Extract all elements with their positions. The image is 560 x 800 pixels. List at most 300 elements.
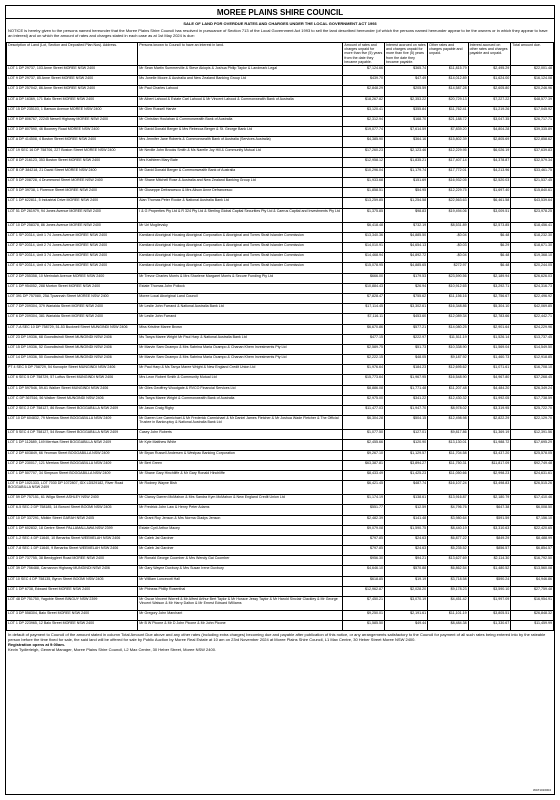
- unpaid-5yrs: $4,385.90: [343, 137, 385, 147]
- land-description: LOT 6 DP 209304, 381 Warialda Street MOREE NSW 2400: [7, 314, 138, 324]
- interested-persons: Mr Marvin Sam Ocampo & Mrs Sabrina Maria Ocampo & Chanan Khem Investments Pty Ltd: [138, 355, 343, 365]
- interested-persons: Mr Leslie John Farrand & National Australia Bank Ltd: [138, 304, 343, 314]
- interested-persons: Mr Glen Russell Harvie: [138, 106, 343, 116]
- interest-other: $2,180.79: [468, 495, 511, 505]
- interest-5yrs: $365.74: [384, 66, 427, 76]
- interest-5yrs: $2,028.20: [384, 586, 427, 596]
- unpaid-5yrs: $13,259.85: [343, 198, 385, 208]
- interested-persons: I & G Properties Pty Ltd & R 324 Pty Ltd & Sterling Global Capital Securities Pty Ltd & Caerus Capital and Investments Pty Ltd: [138, 208, 343, 222]
- total-due: $24,316.73: [511, 283, 554, 293]
- total-due: $23,978.25: [511, 208, 554, 222]
- unpaid-5yrs: $439.70: [343, 76, 385, 86]
- land-description: LOT 1 DP 29737, 103 Anne Street MOREE NSW 2400: [7, 66, 138, 76]
- land-description: LOT 10 DP 337291, Midkin Street GARAH NSW 2405: [7, 515, 138, 525]
- other-charges: $17,772.01: [428, 167, 468, 177]
- unpaid-5yrs: $11,477.03: [343, 406, 385, 416]
- unpaid-5yrs: $1,077.50: [343, 430, 385, 440]
- interest-5yrs: $1,967.95: [384, 375, 427, 385]
- total-due: $26,349.24: [511, 385, 554, 395]
- land-description: LOT 5 SEC 4 DP 758127, 54 Brown Street BOGGABILLA NSW 2409: [7, 430, 138, 440]
- interest-5yrs: $151.69: [384, 178, 427, 188]
- interested-persons: Mr Phineas Phillip Rosenthal: [138, 586, 343, 596]
- land-description: LOT 9 DP 1021333, LOT 7030 DP 1072807, IDX LD529182, River Road BOGGABILLA NSW 2409: [7, 481, 138, 495]
- interested-persons: Mr Clancy Darren McMahon & Mrs Sandra Kym McMahon & New England Credit Union Ltd: [138, 495, 343, 505]
- interest-5yrs: $24.63: [384, 535, 427, 545]
- land-description: LOT 10 DP 604832, 79 Merriwa Street BOGGABILLA NSW 2409: [7, 416, 138, 430]
- interested-persons: Ms Tanya Maree Wright Mr Paul Harp & National Australia Bank Ltd: [138, 334, 343, 344]
- other-charges: $12,089.34: [428, 314, 468, 324]
- unpaid-5yrs: $14,010.91: [343, 243, 385, 253]
- interest-5yrs: $3,302.61: [384, 304, 427, 314]
- total-due: $32,579.34: [511, 157, 554, 167]
- other-charges: $20,729.13: [428, 96, 468, 106]
- total-due: $14,549.50: [511, 344, 554, 354]
- interest-other: $2,573.85: [468, 222, 511, 232]
- table-row: [7, 470, 554, 480]
- total-due: $26,626.03: [511, 273, 554, 283]
- unpaid-5yrs: $6,670.86: [343, 324, 385, 334]
- interest-other: $4,213.96: [468, 167, 511, 177]
- interested-persons: Mr William Luncecott Hall: [138, 576, 343, 586]
- interested-persons: Mr Marvin Sam Ocampo & Mrs Sabrina Maria Ocampo & Chanan Khem Investments Pty Ltd: [138, 344, 343, 354]
- interest-other: $2,189.94: [468, 273, 511, 283]
- interest-5yrs: $1,129.57: [384, 450, 427, 460]
- other-charges: $5,235.52: [428, 546, 468, 556]
- interested-persons: Mr Jason Craig Rigby: [138, 406, 343, 416]
- table-row: [7, 167, 554, 177]
- table-row: [7, 505, 554, 515]
- interested-persons: Mr Giles Geoffrey Woodgate & RVCO Financial Services Ltd: [138, 385, 343, 395]
- interested-persons: Mr Caleb Jai Gardner: [138, 546, 343, 556]
- interest-other: $590.24: [468, 576, 511, 586]
- other-charges: $19,494.06: [428, 208, 468, 222]
- interested-persons: Mr Uri Mogilevsky: [138, 222, 343, 232]
- interest-5yrs: $98.83: [384, 208, 427, 222]
- unpaid-5yrs: $17,260.23: [343, 147, 385, 157]
- land-description: LOT 9 DP 29737, 85 Anne Street MOREE NSW 2400: [7, 76, 138, 86]
- interested-persons: Kamilaroi Aboriginal Housing Aboriginal Corporation & Aboriginal and Torres Strait Islander Commission: [138, 263, 343, 273]
- interested-persons: Mr Paul Harp & Ms Tanya Maree Wright & New England Credit Union Ltd: [138, 365, 343, 375]
- interest-5yrs: $26.94: [384, 283, 427, 293]
- unpaid-5yrs: $8,433.49: [343, 470, 385, 480]
- default-payment-text: In default of payment to Council of the amount stated in column Total Amount Due above and any other rates (including extra charges) becoming due and payable after publication of this notice, or any arrangements satisfactory to the Council for payment of all such rates being entered into by the rateable person before the time fixed for sale, the said land will be offered for sale by Public Auction by Moree Real Estate at 10 am on 23rd November 2024 at Moree Plains Shire Council, L1 Max Centre, 30 Heber Street Moree NSW 2400.: [8, 632, 546, 643]
- interested-persons: Mr Paul Charles Lahood: [138, 86, 343, 96]
- table-row: [7, 566, 554, 576]
- total-due: $12,918.85: [511, 355, 554, 365]
- interest-other: $6.48: [468, 232, 511, 242]
- interested-persons: Mr David Donald Berger & Commonwealth Bank of Australia: [138, 167, 343, 177]
- interest-5yrs: $94.21: [384, 556, 427, 566]
- interest-5yrs: $54.95: [384, 188, 427, 198]
- interest-5yrs: $51.73: [384, 344, 427, 354]
- col-header-description: Description of Land (Lot, Section and Deposited Plan Nos). Address.: [7, 43, 138, 66]
- interest-5yrs: $4,885.50: [384, 232, 427, 242]
- table-row: [7, 515, 554, 525]
- interested-persons: Mr Sean Martin Summerville & Steve Akiopis & Joshua Philip Taylor & Landmark Legal: [138, 66, 343, 76]
- footer: [6, 631, 554, 654]
- other-charges: $13,916.87: [428, 495, 468, 505]
- total-due: $22,858.62: [511, 137, 554, 147]
- table-row: [7, 66, 554, 76]
- unpaid-5yrs: $12,962.87: [343, 586, 385, 596]
- table-row: [7, 198, 554, 208]
- signature-text: Kevin Tydlerleigh, General Manager, Moree Plains Shire Council, L2 Max Centre, 30 Heber Street, Moree NSW 2400.: [8, 646, 217, 652]
- land-description: LOT 2 SP 20314, Unit 2 74 Jones Avenue MOREE NSW 2400: [7, 243, 138, 253]
- total-due: $15,840.61: [511, 188, 554, 198]
- interest-other: $856.57: [468, 546, 511, 556]
- total-due: $12,391.56: [511, 430, 554, 440]
- total-due: $13,737.45: [511, 334, 554, 344]
- land-description: LOT 10 SEC 4 DP 758135, Byron Street BOOMI NSW 2405: [7, 576, 138, 586]
- total-due: $17,695.29: [511, 440, 554, 450]
- unpaid-5yrs: $9,079.08: [343, 525, 385, 535]
- land-description: LOT 9 DP 806767, 22245 Newell Highway MOREE NSW 2400: [7, 116, 138, 126]
- table-row: [7, 147, 554, 157]
- other-charges: $11,750.31: [428, 460, 468, 470]
- unpaid-5yrs: $797.85: [343, 546, 385, 556]
- land-description: LOT 23 DP 19336, 68 Goondiwindi Street MUNGINDI NSW 2406: [7, 334, 138, 344]
- unpaid-5yrs: $18,267.82: [343, 96, 385, 106]
- interest-5yrs: $732.19: [384, 222, 427, 232]
- interest-5yrs: $570.88: [384, 566, 427, 576]
- total-due: $39,335.89: [511, 127, 554, 137]
- total-due: $16,708.10: [511, 365, 554, 375]
- total-due: $25,722.70: [511, 406, 554, 416]
- unpaid-5yrs: $2,848.29: [343, 86, 385, 96]
- unpaid-5yrs: $9,267.10: [343, 450, 385, 460]
- total-due: $20,244.05: [511, 263, 554, 273]
- unpaid-5yrs: $7,828.47: [343, 293, 385, 303]
- table-row: [7, 243, 554, 253]
- table-row: [7, 263, 554, 273]
- interest-other: $1,992.05: [468, 395, 511, 405]
- unpaid-5yrs: $1,375.85: [343, 208, 385, 222]
- notice-subtitle: SALE OF LAND FOR OVERDUE RATES AND CHARGES UNDER THE LOCAL GOVERNMENT ACT 1993: [183, 21, 377, 26]
- interest-other: $5,304.10: [468, 304, 511, 314]
- other-charges: $272.97: [428, 263, 468, 273]
- other-charges: $8,484.38: [428, 621, 468, 631]
- total-due: $24,229.96: [511, 324, 554, 334]
- table-row: [7, 597, 554, 611]
- table-row: [7, 86, 554, 96]
- table-row: [7, 406, 554, 416]
- other-charges: $13,130.01: [428, 440, 468, 450]
- col-header-interest-5yrs: Interest accrued on rates and charges unpaid for more than five (5) years from the date they became payable.: [385, 43, 426, 64]
- interested-persons: Mr Trevor Charles Morris & Mrs Sharlene Margaret Morris & Secure Funding Pty Ltd: [138, 273, 343, 283]
- unpaid-5yrs: $8,886.08: [343, 385, 385, 395]
- unpaid-5yrs: $4,646.10: [343, 566, 385, 576]
- interest-other: $1,460.73: [468, 355, 511, 365]
- total-due: $27,759.48: [511, 586, 554, 596]
- other-charges: $16,932.05: [428, 178, 468, 188]
- interest-5yrs: $577.21: [384, 324, 427, 334]
- land-description: LOT 1 SP 20314, Unit 1 74 Jones Avenue MOREE NSW 2400: [7, 232, 138, 242]
- interest-other: $2,114.30: [468, 556, 511, 566]
- other-charges: -$0.04: [428, 253, 468, 263]
- interest-5yrs: $127.01: [384, 430, 427, 440]
- total-due: $18,232.30: [511, 232, 554, 242]
- table-row: [7, 314, 554, 324]
- unpaid-5yrs: $12,958.12: [343, 157, 385, 167]
- interest-5yrs: $48.05: [384, 355, 427, 365]
- interested-persons: Miss Kristine Maree Brown: [138, 324, 343, 334]
- interest-5yrs: $755.62: [384, 293, 427, 303]
- interest-5yrs: $24.63: [384, 546, 427, 556]
- other-charges: $11,704.58: [428, 450, 468, 460]
- total-due: $24,631.61: [511, 470, 554, 480]
- total-due: $22,496.92: [511, 293, 554, 303]
- other-charges: $15,802.39: [428, 137, 468, 147]
- total-due: $17,045.92: [511, 106, 554, 116]
- total-due: $16,792.50: [511, 556, 554, 566]
- interested-persons: Mr David Donald Berger & Mrs Rebecca Berger & St. George Bank Ltd: [138, 127, 343, 137]
- table-row: [7, 137, 554, 147]
- land-description: LOT 14 DP 19336, 50 Goondiwindi Street MUNGINDI NSW 2406: [7, 355, 138, 365]
- interest-5yrs: $4,892.72: [384, 253, 427, 263]
- other-charges: $11,815.79: [428, 66, 468, 76]
- interest-other: $2,901.64: [468, 324, 511, 334]
- interest-5yrs: $1,947.70: [384, 406, 427, 416]
- other-charges: $9,817.86: [428, 430, 468, 440]
- interest-other: $591.59: [468, 515, 511, 525]
- land-description: LOT A DP 414508, 4 Boston Street MOREE NSW 2400: [7, 137, 138, 147]
- other-charges: $3,718.58: [428, 576, 468, 586]
- interest-other: $3,590.10: [468, 586, 511, 596]
- unpaid-5yrs: $7,450.21: [343, 597, 385, 611]
- total-due: $18,671.30: [511, 243, 554, 253]
- interest-5yrs: $453.60: [384, 314, 427, 324]
- interest-other: $1,219.26: [468, 106, 511, 116]
- table-header: [7, 43, 554, 66]
- total-due: $8,488.99: [511, 535, 554, 545]
- table-row: [7, 535, 554, 545]
- interested-persons: Moree Local Aboriginal Land Council: [138, 293, 343, 303]
- interest-5yrs: $364.16: [384, 137, 427, 147]
- land-description: LOT 51 DP 261979, 94 Jones Avenue MOREE NSW 2400: [7, 208, 138, 222]
- land-description: LOT 6-5 SEC 2 DP 758185, 14 Bononi Street BOOMI NSW 2405: [7, 505, 138, 515]
- table-row: [7, 344, 554, 354]
- land-description: LOT 2 DP 255358, 10 Merindah Avenue MOREE NSW 2400: [7, 273, 138, 283]
- land-description: LOT 3 DP 737755, 38 Bendygleet Road MOREE NSW 2400: [7, 556, 138, 566]
- other-charges: $23,590.56: [428, 273, 468, 283]
- table-row: [7, 188, 554, 198]
- other-charges: $9,187.92: [428, 355, 468, 365]
- interest-5yrs: $2,353.22: [384, 96, 427, 106]
- col-header-unpaid-5yrs: Amount of rates and charges unpaid for more than five (5) years from the date they became payable.: [343, 43, 385, 66]
- interested-persons: Mrs Jennifer Jane Roberts & Commonwealth Bank of Australia (Services Australia): [138, 137, 343, 147]
- other-charges: $6,862.54: [428, 566, 468, 576]
- other-charges: $11,156.16: [428, 293, 468, 303]
- total-due: $92,749.48: [511, 460, 554, 470]
- unpaid-5yrs: $797.85: [343, 535, 385, 545]
- other-charges: $3,980.64: [428, 515, 468, 525]
- table-row: [7, 365, 554, 375]
- interested-persons: Kamilaroi Aboriginal Housing Aboriginal Corporation & Aboriginal and Torres Strait Islander Commission: [138, 243, 343, 253]
- other-charges: $16,107.24: [428, 481, 468, 495]
- other-charges: $22,563.63: [428, 198, 468, 208]
- unpaid-5yrs: $6,421.45: [343, 481, 385, 495]
- other-charges: $16,348.86: [428, 304, 468, 314]
- table-row: [7, 253, 554, 263]
- interest-other: $3,047.35: [468, 116, 511, 126]
- unpaid-5yrs: $956.30: [343, 556, 385, 566]
- table-row: [7, 208, 554, 222]
- interest-other: $6.48: [468, 263, 511, 273]
- interested-persons: Ms Jonelle Moore & Australia and New Zealand Banking Group Ltd: [138, 76, 343, 86]
- interest-other: $11,817.09: [468, 460, 511, 470]
- table-row: [7, 586, 554, 596]
- table-row: [7, 283, 554, 293]
- interest-5yrs: $1,254.58: [384, 198, 427, 208]
- land-description: LOT B DP 384218, 21 David Street MOREE NSW 2400: [7, 167, 138, 177]
- total-due: $43,539.64: [511, 198, 554, 208]
- interest-other: $3,498.83: [468, 481, 511, 495]
- table-row: [7, 495, 554, 505]
- other-charges: $16,548.90: [428, 375, 468, 385]
- unpaid-5yrs: $3,120.41: [343, 106, 385, 116]
- interested-persons: Mr Gary Wayne Duxbury & Mrs Susan Irene Duxbury: [138, 566, 343, 576]
- other-charges: $12,229.95: [428, 147, 468, 157]
- other-charges: $10,912.65: [428, 283, 468, 293]
- interested-persons: Mr Kyle Matthew White: [138, 440, 343, 450]
- land-description: LOT 8 DP 216123, 353 Boston Street MOREE NSW 2400: [7, 157, 138, 167]
- land-description: LOT 1 DP 622811, 5 Industrial Drive MOREE NSW 2400: [7, 198, 138, 208]
- table-row: [7, 178, 554, 188]
- unpaid-5yrs: $2,222.15: [343, 355, 385, 365]
- table-row: [7, 273, 554, 283]
- total-due: $11,459.99: [511, 621, 554, 631]
- unpaid-5yrs: $7,124.66: [343, 66, 385, 76]
- other-charges: $11,207.48: [428, 385, 468, 395]
- land-description: LOT 2 DP 230017, 121 Merriwa Street BOGGABILLA NSW 2409: [7, 460, 138, 470]
- unpaid-5yrs: $9,250.01: [343, 611, 385, 621]
- interest-other: $7,227.22: [468, 96, 511, 106]
- interest-other: $1,071.61: [468, 365, 511, 375]
- interest-other: $6,026.19: [468, 147, 511, 157]
- interest-5yrs: $1,425.23: [384, 470, 427, 480]
- land-description: LOT 10 DP 258378, 86 Jones Avenue MOREE NSW 2400: [7, 222, 138, 232]
- land-description: LOT 1 DP 112689, 149 Merriwa Street BOGGABILLA NSW 2409: [7, 440, 138, 450]
- other-charges: $12,430.32: [428, 395, 468, 405]
- interest-other: $3,437.20: [468, 450, 511, 460]
- interested-persons: Mr Gregory John Marchant: [138, 611, 343, 621]
- council-title: MOREE PLAINS SHIRE COUNCIL: [6, 6, 554, 19]
- interest-other: $1,480.52: [468, 566, 511, 576]
- land-description: LOT 6 SEC 5 DP 758729, 57 Loftus Street MUNGINDI NSW 2406: [7, 375, 138, 385]
- other-charges: $11,101.19: [428, 611, 468, 621]
- table-row: [7, 116, 554, 126]
- col-header-interest-other: Interest accrued on other rates and charges payable and unpaid.: [468, 43, 511, 66]
- other-charges: $13,627.69: [428, 556, 468, 566]
- table-row: [7, 385, 554, 395]
- interest-other: $1,697.40: [468, 188, 511, 198]
- unpaid-5yrs: $666.00: [343, 273, 385, 283]
- interest-other: $1,624.00: [468, 76, 511, 86]
- interested-persons: Kamilaroi Aboriginal Housing Aboriginal Corporation & Aboriginal and Torres Strait Islander Commission: [138, 253, 343, 263]
- unpaid-5yrs: $10,296.04: [343, 167, 385, 177]
- interest-5yrs: $184.23: [384, 365, 427, 375]
- interest-other: $3,805.51: [468, 611, 511, 621]
- interest-other: $1,330.67: [468, 621, 511, 631]
- total-due: $4,946.86: [511, 576, 554, 586]
- other-charges: $6,877.22: [428, 535, 468, 545]
- interested-persons: Mr Ronald George Coomber & Mrs Wendy Gai Coomber: [138, 556, 343, 566]
- unpaid-5yrs: $7,116.11: [343, 314, 385, 324]
- interest-5yrs: $138.61: [384, 495, 427, 505]
- interest-other: $6.29: [468, 243, 511, 253]
- interest-other: $2,822.29: [468, 416, 511, 430]
- table-row: [7, 76, 554, 86]
- interest-other: $1,369.19: [468, 430, 511, 440]
- total-due: $18,456.41: [511, 222, 554, 232]
- interested-persons: Mr Shane Gary Hinchliffe & Mr Gary Ronald Hinchliffe: [138, 470, 343, 480]
- table-row: [7, 440, 554, 450]
- table-row: [7, 430, 554, 440]
- interested-persons: Mr Shane Mitchell Rose & Australia and New Zealand Banking Group Ltd: [138, 178, 343, 188]
- interested-persons: Mr Giuseppe Defrancesco & Mrs Alison Anne Defrancesco: [138, 188, 343, 198]
- land-description: LOT 2 DP 603849, 66 Yeoman Street BOGGABILLA NSW 2409: [7, 450, 138, 460]
- interested-persons: Mr Rodney Wayne Bish: [138, 481, 343, 495]
- table-row: [7, 450, 554, 460]
- land-description: LOT 3 DP 807590, 46 Boonery Road MOREE NSW 2400: [7, 127, 138, 137]
- interested-persons: Mr Oscar Vincent Worrell & Mr Alfred Arthur Bert Taylor & Mr Horace Jessy Taylor & Mr Harold Sinclair Clackley & Mr George Vincent Watson & Mr Harry Dalton & Mr Ernest Edward Williams: [138, 597, 343, 611]
- interest-other: $3,310.63: [468, 525, 511, 535]
- interest-5yrs: $168.70: [384, 116, 427, 126]
- unpaid-5yrs: $551.77: [343, 505, 385, 515]
- land-description: LOT 7 DP 209304, 379 Warialda Street MOREE NSW 2400: [7, 304, 138, 314]
- unpaid-5yrs: $477.15: [343, 334, 385, 344]
- interest-5yrs: $1,590.75: [384, 525, 427, 535]
- other-charges: $14,587.28: [428, 86, 468, 96]
- unpaid-5yrs: $17,114.45: [343, 304, 385, 314]
- table-row: [7, 222, 554, 232]
- land-description: LOT 1 DP 507707, 34 Simpson Street BOGGABILLA NSW 2409: [7, 470, 138, 480]
- other-charges: $4,451.42: [428, 597, 468, 611]
- other-charges: $9,178.23: [428, 586, 468, 596]
- other-charges: -$0.04: [428, 232, 468, 242]
- other-charges: $14,080.25: [428, 324, 468, 334]
- table-row: [7, 556, 554, 566]
- other-charges: $21,188.72: [428, 116, 468, 126]
- table-row: [7, 157, 554, 167]
- other-charges: $12,229.75: [428, 188, 468, 198]
- table-row: [7, 416, 554, 430]
- interested-persons: Mr Darren Lee Carmichael & Mr Frederick Carmichael & Mr Daniel James Fletcher & Mr Joshua Wade Fletcher & The Official Trustee in Bankruptcy & National Australia Bank Ltd: [138, 416, 343, 430]
- table-row: [7, 395, 554, 405]
- total-due: $22,420.65: [511, 525, 554, 535]
- interest-other: $3,292.71: [468, 283, 511, 293]
- interest-5yrs: $1,835.21: [384, 157, 427, 167]
- land-description: LOT 39 DP 756488, Carnarvon Highway MUNGINDI NSW 2406: [7, 566, 138, 576]
- other-charges: $7,839.20: [428, 127, 468, 137]
- col-header-other-charges: Other rates and charges payable and unpaid.: [428, 43, 468, 66]
- interest-other: $1,997.09: [468, 597, 511, 611]
- interested-persons: Casey John Roberts: [138, 430, 343, 440]
- interest-5yrs: $19.19: [384, 576, 427, 586]
- land-description: LOT 1-2 SEC 4 DP 11640, 10 Benarba Street WEEMELAH NSW 2406: [7, 535, 138, 545]
- land-description: LOT A DP 16369, 171 Balo Street MOREE NSW 2400: [7, 96, 138, 106]
- land-description: LOT 391 DP 757080, 25A Tycannah Street MOREE NSW 2400: [7, 293, 138, 303]
- interested-persons: Mr Leslie John Farrand: [138, 314, 343, 324]
- other-charges: $8,531.89: [428, 222, 468, 232]
- other-charges: $11,762.41: [428, 106, 468, 116]
- table-row: [7, 334, 554, 344]
- total-due: $22,442.71: [511, 314, 554, 324]
- table-row: [7, 481, 554, 495]
- interest-5yrs: $47.49: [384, 76, 427, 86]
- interest-other: $849.29: [468, 535, 511, 545]
- total-due: $26,515.26: [511, 481, 554, 495]
